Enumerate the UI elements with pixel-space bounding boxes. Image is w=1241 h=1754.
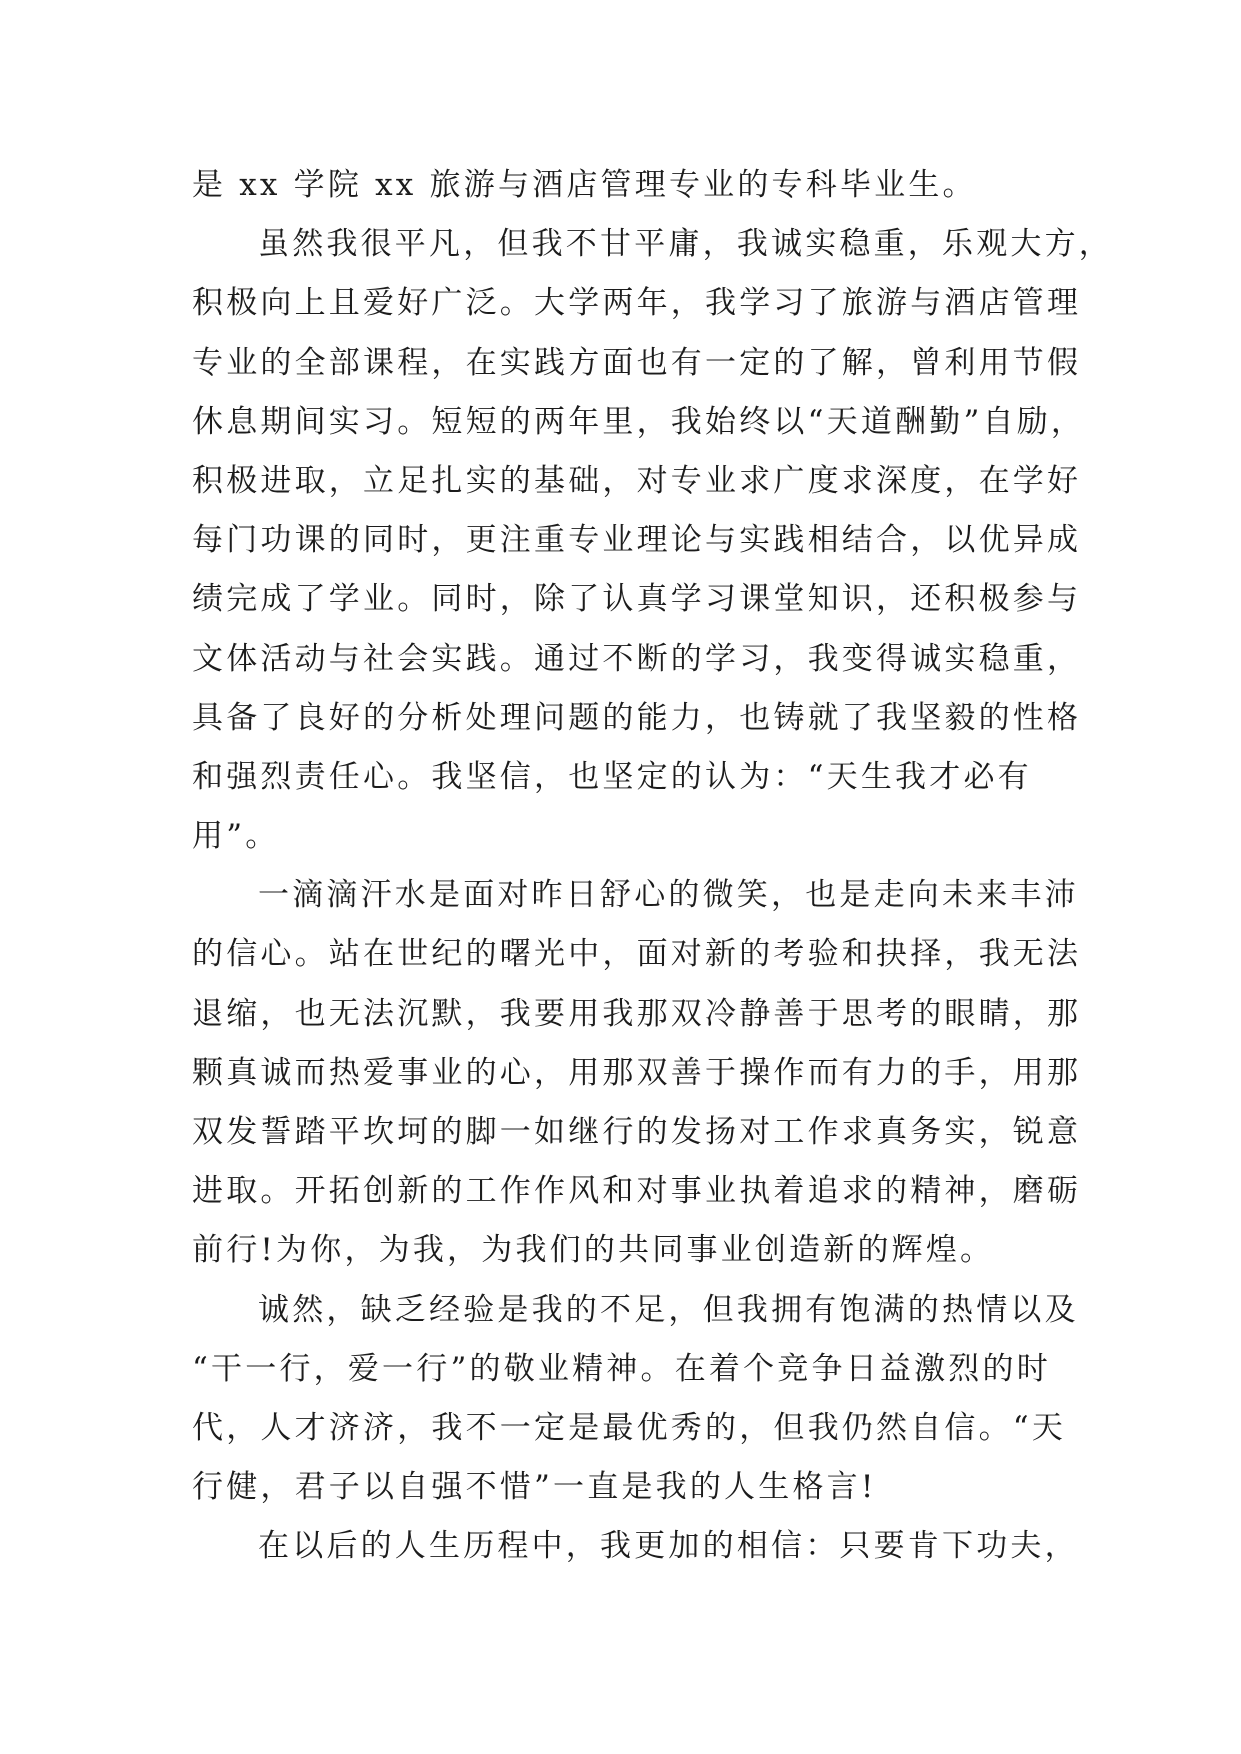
body-text	[192, 156, 1113, 1577]
text-line: 进取。开拓创新的工作作风和对事业执着追求的精神，磨砺	[192, 1173, 1082, 1210]
text-line: 积极向上且爱好广泛。大学两年，我学习了旅游与酒店管理	[192, 285, 1082, 322]
text-line: 行健，君子以自强不惜”一直是我的人生格言!	[192, 1469, 877, 1506]
text-line: 具备了良好的分析处理问题的能力，也铸就了我坚毅的性格	[192, 699, 1082, 736]
text-line: 是 xx 学院 xx 旅游与酒店管理专业的专科毕业生。	[192, 167, 977, 203]
text-line: 和强烈责任心。我坚信，也坚定的认为：“天生我才必有	[192, 758, 1032, 795]
text-line: 代，人才济济，我不一定是最优秀的，但我仍然自信。“天	[192, 1409, 1067, 1446]
text-line: 双发誓踏平坎坷的脚一如继行的发扬对工作求真务实，锐意	[192, 1114, 1082, 1150]
text-line: 用”。	[192, 818, 280, 855]
text-line: 积极进取，立足扎实的基础，对专业求广度求深度，在学好	[192, 462, 1082, 499]
text-line: 颗真诚而热爱事业的心，用那双善于操作而有力的手，用那	[192, 1054, 1082, 1091]
text-line: 诚然，缺乏经验是我的不足，但我拥有饱满的热情以及	[258, 1291, 1079, 1328]
text-line: 专业的全部课程，在实践方面也有一定的了解，曾利用节假	[192, 344, 1082, 381]
text-line: 每门功课的同时，更注重专业理论与实践相结合，以优异成	[192, 522, 1082, 559]
text-line: “干一行，爱一行”的敬业精神。在着个竞争日益激烈的时	[192, 1350, 1051, 1387]
text-line: 一滴滴汗水是面对昨日舒心的微笑，也是走向未来丰沛	[258, 877, 1079, 914]
text-line: 在以后的人生历程中，我更加的相信：只要肯下功夫，	[258, 1528, 1079, 1565]
text-line: 文体活动与社会实践。通过不断的学习，我变得诚实稳重，	[192, 640, 1082, 677]
text-line: 休息期间实习。短短的两年里，我始终以“天道酬勤”自励，	[192, 403, 1086, 440]
text-line: 前行!为你，为我，为我们的共同事业创造新的辉煌。	[192, 1232, 995, 1269]
text-line: 虽然我很平凡，但我不甘平庸，我诚实稳重，乐观大方，	[258, 226, 1113, 263]
text-line: 的信心。站在世纪的曙光中，面对新的考验和抉择，我无法	[192, 936, 1082, 973]
text-line: 绩完成了学业。同时，除了认真学习课堂知识，还积极参与	[192, 581, 1082, 618]
text-line: 退缩，也无法沉默，我要用我那双冷静善于思考的眼睛，那	[192, 995, 1082, 1032]
